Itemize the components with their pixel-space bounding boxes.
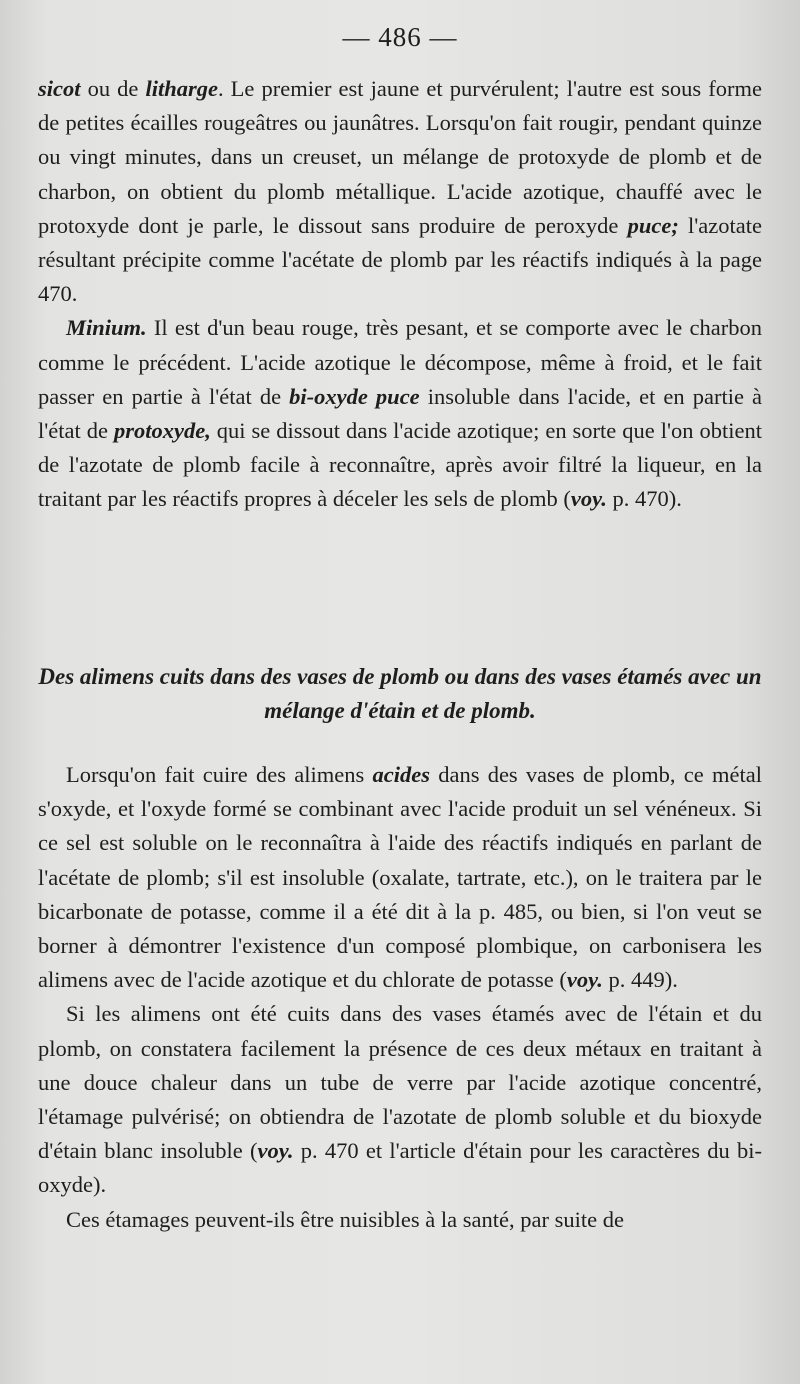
paragraph-litharge xyxy=(38,72,762,311)
text-run: ou de xyxy=(80,76,146,101)
text-run: l'azotate résultant précipite comme l'acétate de plomb par les réactifs indiqués à la page 470. xyxy=(38,212,762,307)
paragraph-continuation xyxy=(38,1203,762,1237)
text-run: p. 470). xyxy=(606,486,682,512)
lower-text-block xyxy=(38,758,762,1237)
text-run: . Le premier est jaune et purvérulent; l'autre est sous forme de petites écailles rougeâtres ou jaunâtres. Lorsqu'on fait rougir, pendant quinze ou vingt minutes, dans un creuset, un mélange de protoxyde de plomb et de charbon, on obtient du plomb métallique. L'acide azotique, chauffé avec le protoxyde dont je parle, le dissout sans produire de peroxyde xyxy=(38,76,762,238)
page-number: — 486 — xyxy=(342,22,458,52)
italic-term: sicot xyxy=(38,76,81,101)
upper-text-block xyxy=(38,72,762,517)
italic-term: protoxyde, xyxy=(113,418,211,444)
text-run: Si les alimens ont été cuits dans des vases étamés avec de l'étain et du plomb, on constatera facilement la présence de ces deux métaux en traitant à une douce chaleur dans un tube de verre par l'acide azotique concentré, l'étamage pulvérisé; on obtiendra de l'azotate de plomb soluble et du bioxyde d'étain blanc insoluble ( xyxy=(38,1001,762,1164)
text-run: p. 449). xyxy=(602,967,678,993)
italic-term: puce; xyxy=(627,212,679,238)
section-heading: Des alimens cuits dans des vases de plomb ou dans des vases étamés avec un mélange d'étain et de plomb. xyxy=(38,664,762,723)
text-run: dans des vases de plomb, ce métal s'oxyde, et l'oxyde formé se combinant avec l'acide produit un sel vénéneux. Si ce sel est soluble on le reconnaîtra à l'aide des réactifs indiqués en parlant de l'acétate de plomb; s'il est insoluble (oxalate, tartrate, etc.), on le traitera par le bicarbonate de potasse, comme il a été dit à la p. 485, ou bien, si l'on veut se borner à démontrer l'existence d'un composé plombique, on carbonisera les alimens avec de l'acide azotique et du chlorate de potasse ( xyxy=(38,762,762,993)
text-run: Lorsqu'on fait cuire des alimens xyxy=(66,762,373,787)
text-run: Ces étamages peuvent-ils être nuisibles à la santé, par suite de xyxy=(66,1206,624,1232)
italic-term: voy. xyxy=(257,1138,294,1164)
paragraph-acid-foods xyxy=(38,758,762,997)
text-run: insoluble dans l'acide, et en partie à l'état de xyxy=(38,383,762,444)
italic-term: bi-oxyde puce xyxy=(289,383,420,409)
paragraph-minium xyxy=(38,311,762,516)
paragraph-tinned-vessels xyxy=(38,997,762,1202)
text-run: qui se dissout dans l'acide azotique; en sorte que l'on obtient de l'azotate de plomb facile à reconnaître, après avoir filtré la liqueur, en la traitant par les réactifs propres à déceler les sels de plomb ( xyxy=(38,418,762,512)
italic-term: litharge xyxy=(145,76,218,101)
text-run: p. 470 et l'article d'étain pour les caractères du bi-oxyde). xyxy=(38,1138,762,1198)
italic-term: voy. xyxy=(566,967,603,993)
italic-term: acides xyxy=(372,762,430,787)
text-run: Il est d'un beau rouge, très pesant, et se comporte avec le charbon comme le précédent. L'acide azotique le décompose, même à froid, et le fait passer en partie à l'état de xyxy=(38,315,762,409)
italic-term: Minium. xyxy=(66,315,147,341)
italic-term: voy. xyxy=(570,486,607,512)
